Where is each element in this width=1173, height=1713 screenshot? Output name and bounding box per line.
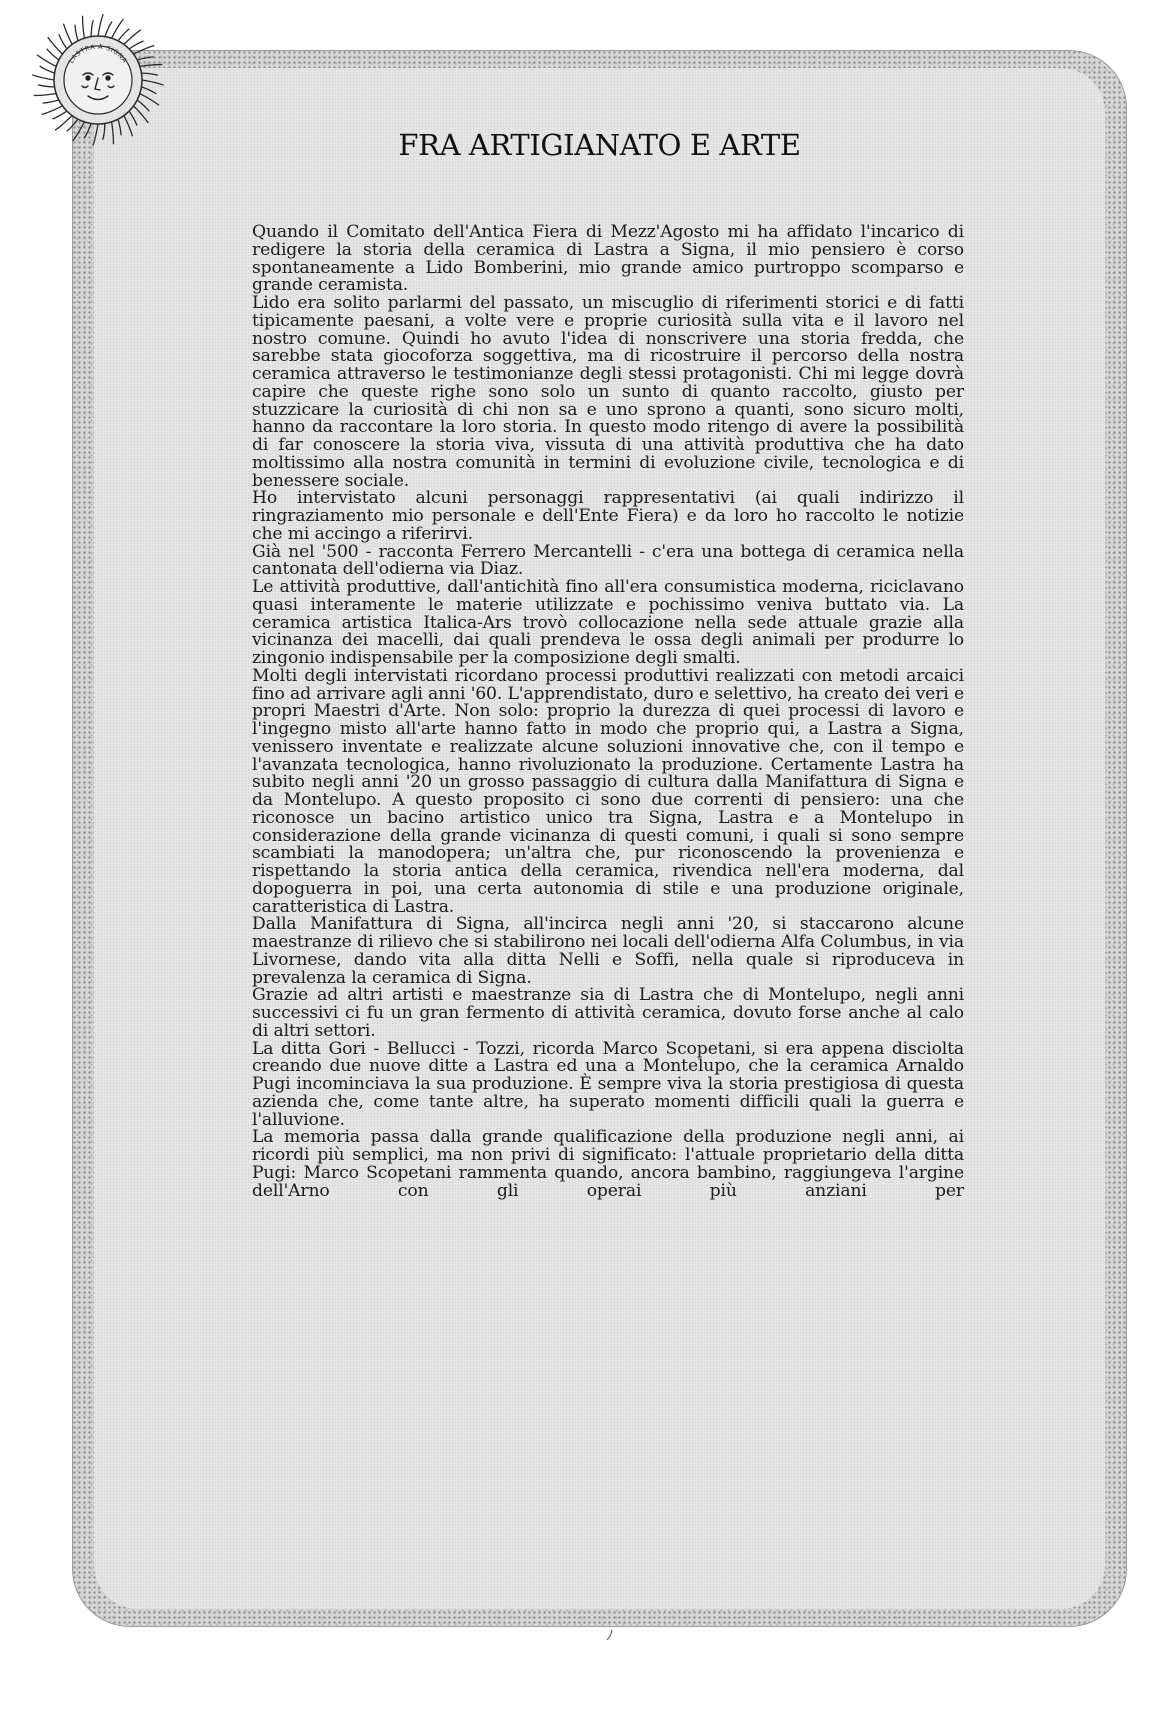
paragraph: Lido era solito parlarmi del passato, un miscuglio di riferimenti storici e di fatti tipicamente paesani, a volte vere e proprie curiosità sulla vita e il lavoro nel nostro comune. Quindi ho avuto l'idea di nonscrivere una storia fredda, che sarebbe stata giocoforza soggettiva, ma di ricostruire il percorso della nostra ceramica attraverso le testimonianze degli stessi protagonisti. Chi mi legge dovrà capire che queste righe sono solo un sunto di quanto raccolto, giusto per stuzzicare la curiosità di chi non sa e uno sprono a quanti, sono sicuro molti, hanno da raccontare la loro storia. In questo modo ritengo di avere la possibilità di far conoscere la storia viva, vissuta di una attività produttiva che ha dato moltissimo alla nostra comunità in termini di evoluzione civile, tecnologica e di benessere sociale.: [252, 293, 964, 491]
paragraph: Grazie ad altri artisti e maestranze sia di Lastra che di Montelupo, negli anni successivi ci fu un gran fermento di attività ceramica, dovuto forse anche al calo di altri settori.: [252, 985, 964, 1041]
article-body: [252, 224, 964, 1200]
paragraph: Ho intervistato alcuni personaggi rappresentativi (ai quali indirizzo il ringraziamento mio personale e dell'Ente Fiera) e da loro ho raccolto le notizie che mi accingo a riferirvi.: [252, 488, 964, 544]
svg-text:LASTRA A SIGNA: LASTRA A SIGNA: [67, 42, 129, 65]
paragraph: Quando il Comitato dell'Antica Fiera di Mezz'Agosto mi ha affidato l'incarico di redigere la storia della ceramica di Lastra a Signa, il mio pensiero è corso spontaneamente a Lido Bomberini, mio grande amico purtroppo scomparso e grande ceramista.: [252, 222, 964, 296]
paragraph: Dalla Manifattura di Signa, all'incirca negli anni '20, si staccarono alcune maestranze di rilievo che si stabilirono nei locali dell'odierna Alfa Columbus, in via Livornese, dando vita alla ditta Nelli e Soffi, nella quale si riproduceva in prevalenza la ceramica di Signa.: [252, 914, 964, 988]
page-title: FRA ARTIGIANATO E ARTE: [398, 128, 801, 162]
paragraph: Le attività produttive, dall'antichità fino all'era consumistica moderna, riciclavano quasi interamente le materie utilizzate e pochissimo veniva buttato via. La ceramica artistica Italica-Ars trovò collocazione nella sede attuale grazie alla vicinanza dei macelli, dai quali prendeva le ossa degli animali per produrre lo zingonio indispensabile per la composizione degli smalti.: [252, 577, 964, 668]
paragraph: Già nel '500 - racconta Ferrero Mercantelli - c'era una bottega di ceramica nella cantonata dell'odierna via Diaz.: [252, 541, 964, 580]
paragraph: La memoria passa dalla grande qualificazione della produzione negli anni, ai ricordi più semplici, ma non privi di significato: l'attuale proprietario della ditta Pugi: Marco Scopetani rammenta quando, ancora bambino, raggiungeva l'argine dell'Arno con gli operai più anziani per: [252, 1127, 964, 1201]
stray-mark-icon: [604, 1628, 616, 1642]
paragraph: La ditta Gori - Bellucci - Tozzi, ricorda Marco Scopetani, si era appena disciolta creando due nuove ditte a Lastra ed una a Montelupo, che la ceramica Arnaldo Pugi incominciava la sua produzione. È sempre viva la storia prestigiosa di questa azienda che, come tante altre, ha superato momenti difficili quali la guerra e l'alluvione.: [252, 1038, 964, 1130]
paragraph: Molti degli intervistati ricordano processi produttivi realizzati con metodi arcaici fino ad arrivare agli anni '60. L'apprendistato, duro e selettivo, ha creato dei veri e propri Maestri d'Arte. Non solo: proprio la durezza di quei processi di lavoro e l'ingegno misto all'arte hanno fatto in modo che proprio qui, a Lastra a Signa, venissero inventate e realizzate alcune soluzioni innovative che, con il tempo e l'avanzata tecnologica, hanno rivoluzionato la produzione. Certamente Lastra ha subito negli anni '20 un grosso passaggio di cultura dalla Manifattura di Signa e da Montelupo. A questo proposito ci sono due correnti di pensiero: una che riconosce un bacino artistico unico tra Signa, Lastra e a Montelupo in considerazione della grande vicinanza di questi comuni, i quali si sono sempre scambiati la manodopera; un'altra che, pur riconoscendo la provenienza e rispettando la storia antica della ceramica, rivendica nell'era moderna, dal dopoguerra in poi, una certa autonomia di stile e una produzione originale, caratteristica di Lastra.: [252, 665, 964, 917]
